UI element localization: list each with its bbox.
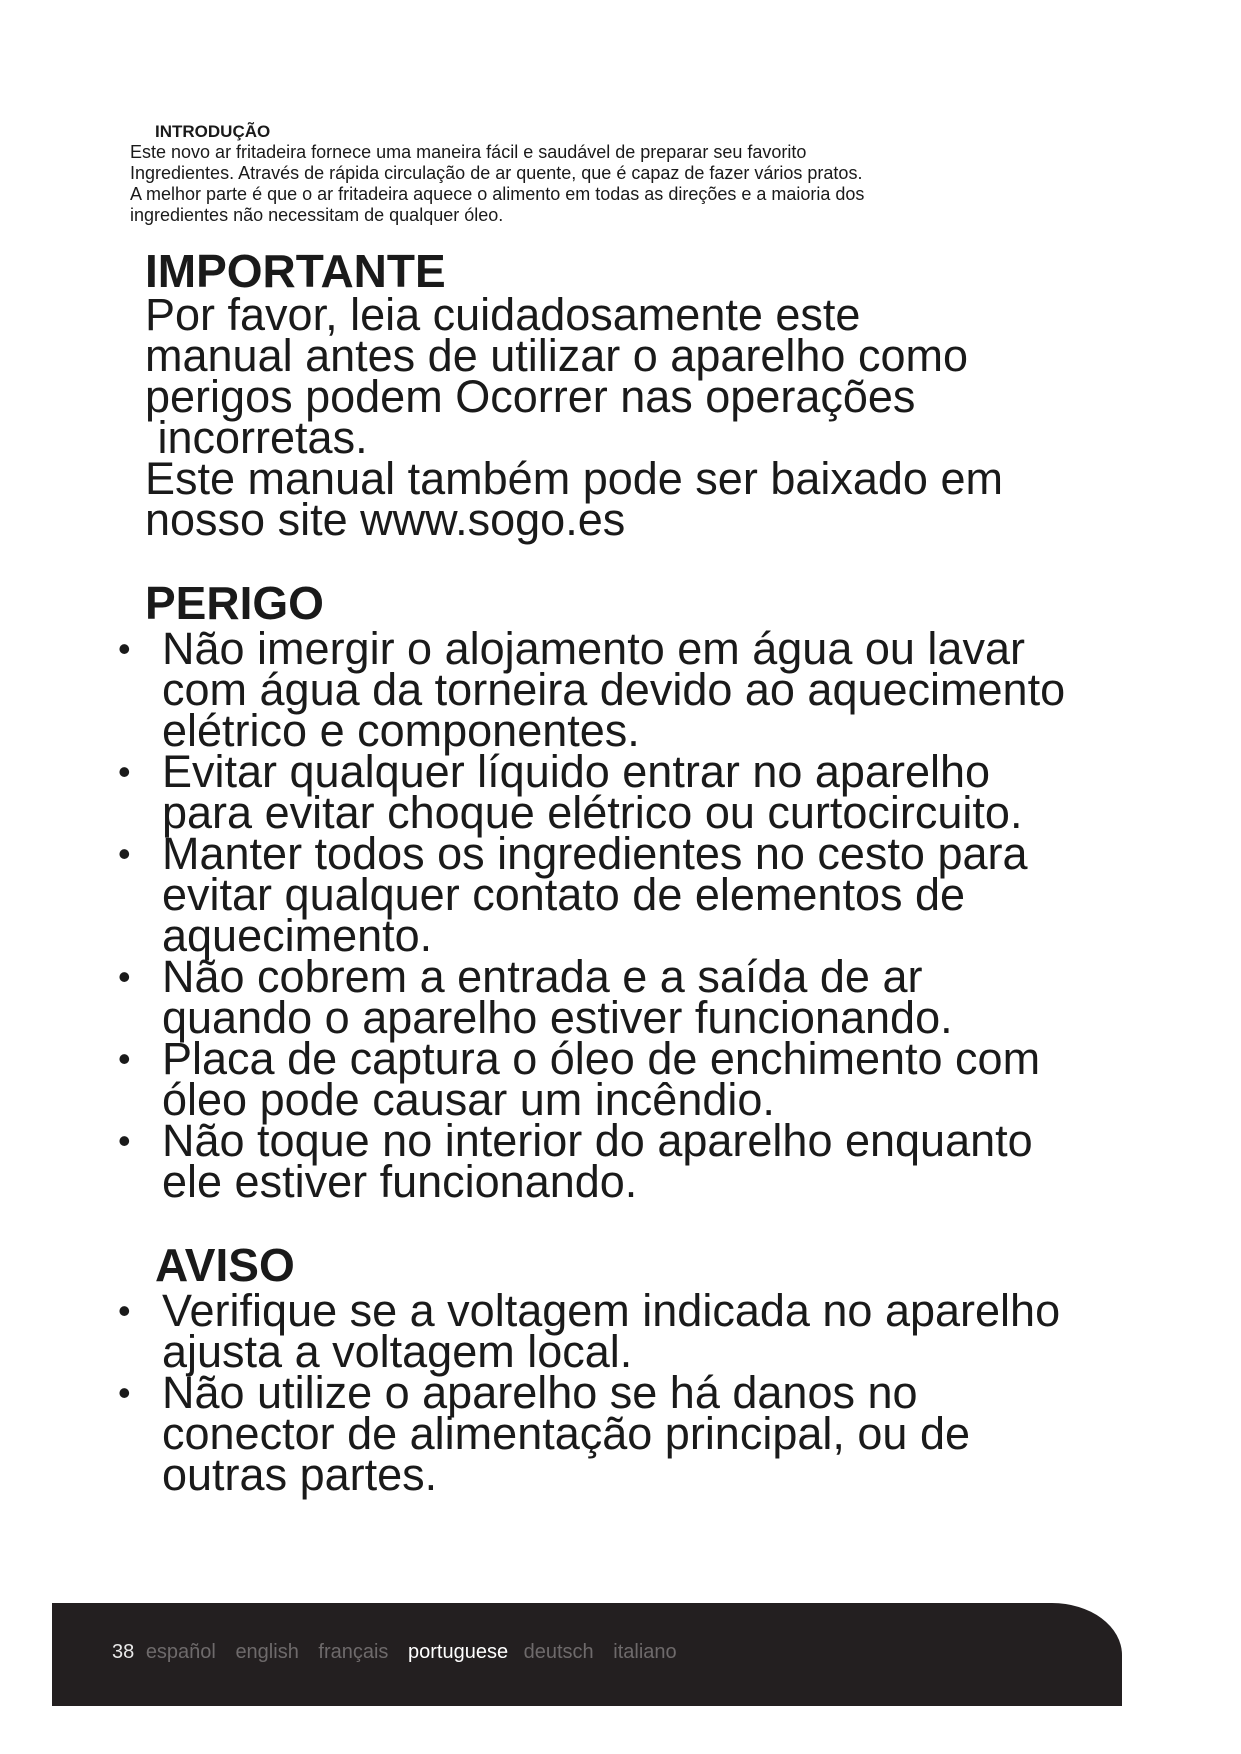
list-item-text: Não toque no interior do aparelho enquanto ele estiver funcionando. <box>162 1115 1033 1207</box>
important-line: manual antes de utilizar o aparelho como <box>145 330 968 381</box>
important-line: incorretas. <box>145 412 368 463</box>
warning-list <box>118 1285 1085 1500</box>
intro-section <box>130 122 1030 226</box>
warning-title: AVISO <box>155 1239 295 1291</box>
intro-line: Ingredientes. Através de rápida circulação de ar quente, que é capaz de fazer vários pratos. <box>130 163 863 183</box>
list-item <box>118 1285 1085 1377</box>
bullet-icon: • <box>118 1290 131 1331</box>
intro-line: A melhor parte é que o ar fritadeira aquece o alimento em todas as direções e a maioria dos <box>130 184 865 204</box>
footer-bar <box>52 1603 1122 1706</box>
list-item-text: Placa de captura o óleo de enchimento com óleo pode causar um incêndio. <box>162 1033 1041 1125</box>
language-nav <box>112 1641 691 1664</box>
list-item <box>118 746 1085 838</box>
list-item <box>118 828 1085 961</box>
danger-section <box>118 577 1085 1207</box>
intro-title: INTRODUÇÃO <box>155 122 271 141</box>
important-section <box>145 245 1085 545</box>
list-item-text: Verifique se a voltagem indicada no aparelho ajusta a voltagem local. <box>162 1285 1061 1377</box>
list-item-text: Não cobrem a entrada e a saída de ar quando o aparelho estiver funcionando. <box>162 951 953 1043</box>
list-item <box>118 1115 1085 1207</box>
important-title: IMPORTANTE <box>145 245 446 297</box>
language-link-portuguese[interactable]: portuguese <box>407 1641 509 1663</box>
bullet-icon: • <box>118 628 131 669</box>
language-link-deutsch[interactable]: deutsch <box>523 1641 594 1663</box>
language-link-italiano[interactable]: italiano <box>613 1641 677 1663</box>
bullet-icon: • <box>118 1372 131 1413</box>
list-item <box>118 1367 1085 1500</box>
bullet-icon: • <box>118 751 131 792</box>
bullet-icon: • <box>118 956 131 997</box>
intro-line: ingredientes não necessitam de qualquer óleo. <box>130 205 504 225</box>
list-item-text: Evitar qualquer líquido entrar no aparelho para evitar choque elétrico ou curtocircuito. <box>162 746 1023 838</box>
important-line: nosso site www.sogo.es <box>145 494 626 545</box>
list-item-text: Não imergir o alojamento em água ou lavar com água da torneira devido ao aquecimento elétrico e componentes. <box>162 623 1066 756</box>
warning-section <box>118 1239 1085 1500</box>
list-item-text: Manter todos os ingredientes no cesto para evitar qualquer contato de elementos de aquecimento. <box>162 828 1028 961</box>
bullet-icon: • <box>118 833 131 874</box>
important-line: Por favor, leia cuidadosamente este <box>145 289 861 340</box>
list-item <box>118 951 1085 1043</box>
important-line: Este manual também pode ser baixado em <box>145 453 1003 504</box>
danger-title: PERIGO <box>145 577 324 629</box>
danger-list <box>118 623 1085 1207</box>
bullet-icon: • <box>118 1120 131 1161</box>
intro-line: Este novo ar fritadeira fornece uma maneira fácil e saudável de preparar seu favorito <box>130 142 807 162</box>
bullet-icon: • <box>118 1038 131 1079</box>
language-link-espanol[interactable]: español <box>145 1641 216 1663</box>
important-line: perigos podem Ocorrer nas operações <box>145 371 916 422</box>
page-number: 38 <box>112 1641 135 1663</box>
language-link-francais[interactable]: français <box>318 1641 389 1663</box>
list-item-text: Não utilize o aparelho se há danos no conector de alimentação principal, ou de outras partes. <box>162 1367 971 1500</box>
language-link-english[interactable]: english <box>235 1641 299 1663</box>
list-item <box>118 1033 1085 1125</box>
list-item <box>118 623 1085 756</box>
